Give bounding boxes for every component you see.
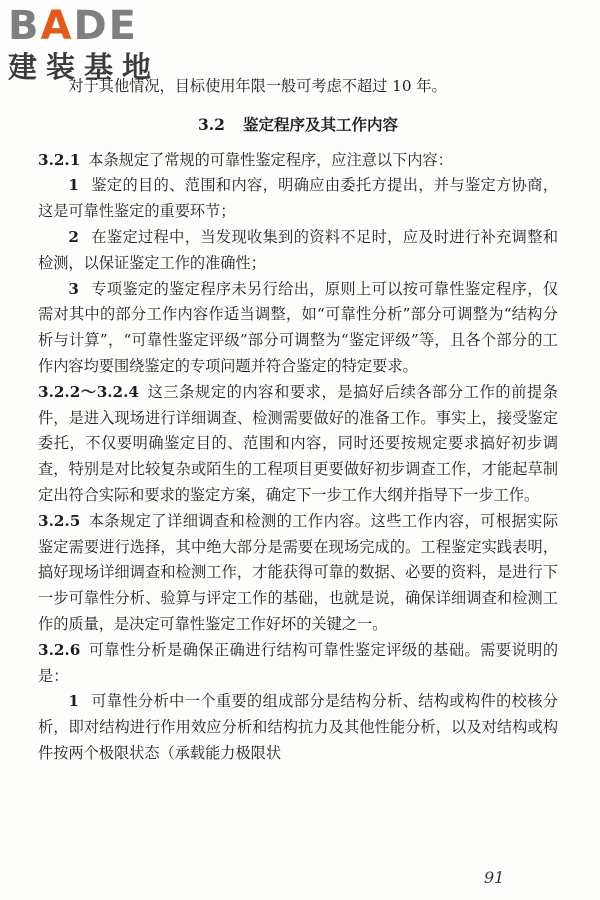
item-text: 专项鉴定的鉴定程序未另行给出，原则上可以按可靠性鉴定程序，仅需对其中的部分工作内容作适当调整，如“可靠性分析”部分可调整为“结构分析与计算”，“可靠性鉴定评级”部分可调整为“鉴定评级”等，且各个部分的工作内容均要围绕鉴定的专项问题并符合鉴定的特定要求。	[38, 279, 558, 375]
page-number: 91	[484, 868, 505, 887]
clause-item	[38, 277, 558, 380]
clause-text: 本条规定了常规的可靠性鉴定程序，应注意以下内容：	[88, 150, 453, 169]
clause-number: 3.2.2～3.2.4	[38, 382, 139, 401]
watermark-latin-text	[8, 4, 178, 48]
item-number: 1	[68, 176, 79, 195]
clause-3-2-2	[38, 380, 558, 509]
watermark-latin-part: B	[8, 3, 41, 49]
item-number: 3	[68, 279, 79, 298]
item-number: 2	[68, 227, 79, 246]
clause-3-2-6	[38, 638, 558, 690]
item-number: 1	[68, 692, 79, 711]
clause-number: 3.2.5	[38, 511, 81, 530]
clause-number: 3.2.1	[38, 150, 81, 169]
clause-item	[38, 689, 558, 766]
clause-text: 这三条规定的内容和要求，是搞好后续各部分工作的前提条件，是进入现场进行详细调查、检测需要做好的准备工作。事实上，接受鉴定委托，不仅要明确鉴定目的、范围和内容，同时还要按规定要求搞好初步调查，特别是对比较复杂或陌生的工程项目更要做好初步调查工作，才能起草制定出符合实际和要求的鉴定方案，确定下一步工作大纲并指导下一步工作。	[38, 382, 558, 504]
item-text: 鉴定的目的、范围和内容，明确应由委托方提出，并与鉴定方协商，这是可靠性鉴定的重要环节；	[38, 176, 558, 221]
item-text: 可靠性分析中一个重要的组成部分是结构分析、结构或构件的校核分析，即对结构进行作用效应分析和结构抗力及其他性能分析，以及对结构或构件按两个极限状态（承载能力极限状	[38, 692, 558, 762]
item-text: 在鉴定过程中，当发现收集到的资料不足时，应及时进行补充调整和检测，以保证鉴定工作的准确性；	[38, 227, 558, 272]
intro-paragraph: 对于其他情况，目标使用年限一般可考虑不超过 10 年。	[68, 77, 447, 95]
clause-number: 3.2.6	[38, 640, 81, 659]
clause-text: 本条规定了详细调查和检测的工作内容。这些工作内容，可根据实际鉴定需要进行选择，其中绝大部分是需要在现场完成的。工程鉴定实践表明，搞好现场详细调查和检测工作，才能获得可靠的数据、必要的资料，是进行下一步可靠性分析、验算与评定工作的基础，也就是说，确保详细调查和检测工作的质量，是决定可靠性鉴定工作好坏的关键之一。	[38, 511, 558, 633]
watermark-accent-letter: A	[40, 3, 74, 49]
watermark-chinese-text: 建装基地	[8, 50, 161, 84]
clause-item	[38, 225, 558, 277]
section-heading-number: 3.2	[198, 114, 225, 134]
clause-3-2-1	[38, 148, 558, 174]
section-heading	[38, 112, 558, 138]
clause-3-2-5	[38, 509, 558, 638]
watermark-latin-part: DE	[73, 3, 138, 49]
document-body	[38, 74, 558, 767]
clause-item	[38, 173, 558, 225]
clause-text: 可靠性分析是确保正确进行结构可靠性鉴定评级的基础。需要说明的是：	[38, 640, 558, 685]
section-heading-title: 鉴定程序及其工作内容	[242, 114, 398, 134]
